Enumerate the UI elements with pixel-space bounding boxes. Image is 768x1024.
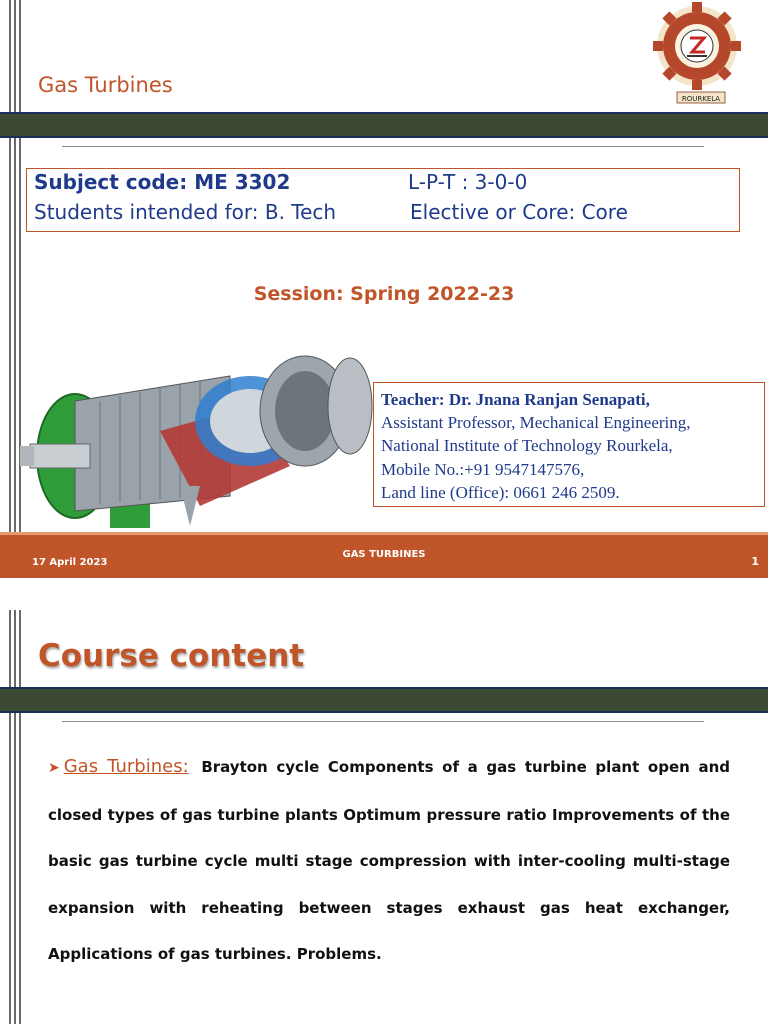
- teacher-designation: Assistant Professor, Mechanical Engineering,: [381, 413, 691, 433]
- gas-turbine-image: [20, 346, 375, 531]
- teacher-info-box: [373, 382, 765, 507]
- session-label: Session: Spring 2022-23: [253, 283, 515, 305]
- teacher-landline: Land line (Office): 0661 246 2509.: [381, 482, 620, 502]
- divider: [62, 721, 704, 722]
- logo-bottom-text: ROURKELA: [681, 95, 721, 103]
- subject-info-box: [26, 168, 740, 232]
- page-number: 1: [751, 555, 759, 568]
- students-intended: Students intended for: B. Tech: [34, 200, 337, 224]
- elective-core: Elective or Core: Core: [410, 200, 628, 224]
- nit-rourkela-logo: [630, 2, 764, 106]
- teacher-mobile: Mobile No.:+91 9547147576,: [381, 459, 585, 479]
- bullet-keyword: Gas Turbines:: [63, 756, 189, 777]
- lpt-value: L-P-T : 3-0-0: [408, 170, 528, 194]
- subject-code: Subject code: ME 3302: [34, 170, 291, 194]
- bullet-body: Brayton cycle Components of a gas turbine plant open and closed types of gas turbine plants Optimum pressure ratio Improvements of the basic gas turbine cycle multi stage compression with inter-cooling multi-stage expansion with reheating between stages exhaust gas heat exchanger, Applications of gas turbines. Problems.: [48, 758, 730, 963]
- slide-gap: [0, 578, 768, 610]
- slide-title: Course content: [38, 638, 305, 674]
- slide-2: [0, 610, 768, 1024]
- divider: [62, 146, 704, 147]
- course-content-bullet: [48, 744, 730, 978]
- decorative-line: [14, 610, 16, 1024]
- title-band: [0, 687, 768, 713]
- title-band: [0, 112, 768, 138]
- slide-footer: [0, 532, 768, 578]
- decorative-line: [9, 610, 11, 1024]
- footer-date: 17 April 2023: [32, 557, 108, 568]
- arrow-bullet-icon: ➤: [48, 760, 60, 776]
- slide-title: Gas Turbines: [38, 73, 173, 97]
- footer-title: GAS TURBINES: [342, 549, 426, 560]
- teacher-name: Teacher: Dr. Jnana Ranjan Senapati,: [381, 390, 650, 409]
- decorative-line: [19, 610, 21, 1024]
- teacher-institute: National Institute of Technology Rourkela,: [381, 436, 673, 456]
